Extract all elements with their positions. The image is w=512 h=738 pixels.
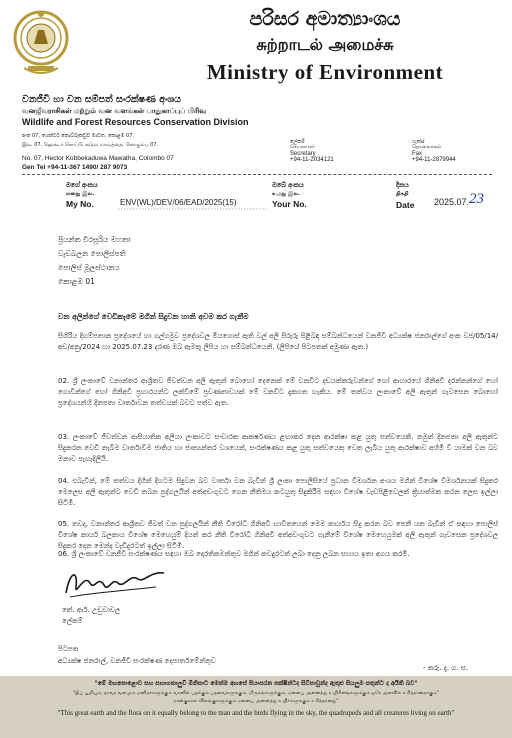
address-sinhala: අංක 07, හෙක්ටර් කොබ්බෑකඩුව මාවත, කොළඹ 07. [22, 133, 134, 139]
secretary-contact [290, 140, 334, 163]
footer-quote-tamil-1: "இப் பூமியும், தாவர வளமும் மனிதர்களுக்கும் வானில் பறக்கும் பறவைகளுக்கும், மிருகங்களுக்கும், ஏனைய அனைத்து உயிரினங்களுக்கும் ஒரே அளவில் உரித்தானதாகும்" [72, 691, 440, 696]
ministry-name-tamil: சுற்றாடல் அமைச்சு [256, 35, 394, 54]
my-no-label-en: My No. [66, 199, 94, 209]
footer-quote-english: "This great earth and the flora on it equally belong to the man and the birds flying in the sky, the quadrupeds and all creatures living on earth" [57, 709, 455, 717]
secretary-label-si: ලේකම් [290, 139, 305, 145]
fax-label-si: ෆැක්ස් [412, 139, 425, 145]
date-handwritten-day: 23 [469, 191, 484, 207]
acknowledgement-note: - කරු. දැ. ග. ස. [423, 664, 469, 672]
date-value: 2025.07. [434, 197, 470, 207]
date-label-en: Date [396, 200, 415, 210]
address-english: No. 07, Hector Kobbekaduwa Mawatha, Colombo 07 [22, 155, 174, 162]
my-no-label-si: මගේ අංකය [66, 181, 98, 189]
addressee-line-2: වැඩබලන පොලිස්පති [58, 249, 126, 258]
your-no-label-en: Your No. [272, 199, 307, 209]
address-tamil: இல. 07, ஹெக்டர் கொப்பேகடுவ மாவத்தை, கொழும்பு 07. [22, 142, 159, 148]
handwritten-signature-icon [60, 563, 170, 603]
my-no-label-ta: எனது இல. [66, 191, 95, 197]
header-divider [22, 174, 492, 175]
paragraph-06: 06. ශ්‍රී ලංකාවේ වනජීවී සංරක්ෂණය සඳහා ඔබ දොරතිකමන්තුව මගින් කවදුරටත් ලබා දෙනු ලබන සහාය ඉතා අගය කරමි. [58, 550, 410, 558]
date-label-ta: திகதி [396, 191, 409, 197]
paragraph-04: 04. එබැවින්, මේ තත්වය දිගින් දිගටම සිදුවන බව වාර්තා වන බැවින් ශ්‍රී ලංකා පොලිසියේ ප්‍රධාන විමර්ශන අංශය මගින් විශේෂ විමර්ශනයක් සිදුකර මෙලෙස අලි ඇතුන්ට වෙඩි තබන පුද්ගලයින් අත්අඩංගුවට ගෙන නීතිමය කටයුතු සිදුකිරීම සඳහා විශේෂ වැඩපිළිවෙලක් ක්‍රියාත්මක කරන ලෙස ඉල්ලා සිටිමි. [58, 477, 498, 508]
paragraph-intro: සිගිරිය දිගම්පතාන ප්‍රදේශයේ හා ගල්ගමුව ප්‍රදේශවල මියගොස් ඇති වල් අලි සිරුරු පිළිබඳ සම්බන්ධයෙන් වනජීවී අධ්‍යක්ෂ ජනරාල්ගේ අංක වජ/05/14/අඩ/අනු/2024 හා 2025.07.23 දරණ ඔබ ඇමතූ ලිපිය හා සම්බන්ධයෙනි. (ලිපියේ පිටපතක් අමුණා ඇත.) [58, 332, 498, 352]
ministry-name-sinhala: පරිසර අමාත්‍යාංශය [249, 8, 401, 30]
letter-subject: වන අලින්ගේ වෙඩිකෑමේ මගින් සිදුවන හානි අවම කර ගැනීම [58, 312, 249, 321]
addressee-line-3: පොලිස් මූලස්ථානය [58, 263, 120, 272]
your-no-label-ta: உமது இல. [272, 191, 301, 197]
division-name-english: Wildlife and Forest Resources Conservation Division [22, 117, 249, 127]
fax-label-en: Fax [412, 150, 423, 157]
addressee-line-1: ප්‍රියන්ත වීරසූරිය මහතා [58, 235, 131, 244]
my-reference-number: ENV(WL)/DEV/06/EAD/2025(15) [120, 198, 237, 207]
paragraph-03: 03. ලංකාවේ ජීවත්වන ආසියාතික අලියා ලංකාවට සංචාරක ආකර්ෂණය ළඟාකර දෙන ආරක්ෂා කළ යුතු සත්වයෙකි. නමුත් දිනපතා අලි ඇතුන්ට සිදුකරන වෙඩි තැබීම වාර්තාවීම ජාතිය හා ජාත්‍යන්තර වශයෙන්, සංරක්ෂණය කළ යුතු සත්වයෙකු වෙත ලැබිය යුතු ආරක්ෂාව අහිමි වී යාමක් වන බව මනාව පැහැදිලියි. [58, 433, 498, 464]
fax-number: +94-11-2879944 [412, 156, 456, 163]
paragraph-02: 02. ශ්‍රී ලංකාවේ වනාන්තර ආශ්‍රිතව ජීවත්වන අලි ඇතුන් බොහෝ දෙනෙක් මේ වනවිට දඩයක්කරුවන්ගේ හෝ ආහාරයේ ගිනිඅවි දරන්නන්ගේ හෝ ගොවීන්ගේ හෝ ගිනිඅවි ප්‍රහාරයන්ට ලක්වීමේ ප්‍රවණතාවයක් මේ වනවිට දැකගත හැකිය. මේ තත්වය ලංකාවේ අලි ඇතුන් ගැවසෙන බොහෝ ප්‍රදේශයන්හි දිනපතා වාර්තාවන තත්වයක් බවට පත්ව ඇත. [58, 377, 498, 408]
footer-quote-sinhala: "මේ මහපොළොව සහ සභාගතාලුවී මිනිසාට මෙන්ම අහසේ පියාසරන පක්ෂීන්ටද සිව්පාවුන්ද ඇතුළු සියලුම සතුන්ට ද අයිති බව" [94, 680, 418, 687]
secretary-label-en: Secretary [290, 150, 316, 157]
secretary-telephone: +94-11-2034121 [290, 156, 334, 163]
sri-lanka-emblem-icon [12, 8, 70, 80]
general-telephone: Gen Tel +94-11-367 1490/ 287 9073 [22, 164, 128, 171]
copy-recipient: අධ්‍යක්ෂ ජනරාල්, වනජීවී සංරක්ෂණ දෙපාර්තමේන්තුව [58, 657, 216, 665]
date-label-si: දිනය [396, 181, 409, 189]
secretary-label-ta: செயலாளர் [290, 144, 315, 151]
signatory-title: ලේකම් [62, 617, 83, 625]
footer-quote-tamil-2: நான்குகால் விலங்குகளுக்கும் ஏனைய அனைத்து உயிர்களுக்கும் உரித்தானது" [173, 699, 339, 704]
copies-label: පිටපත [58, 645, 79, 653]
fax-contact [412, 140, 456, 163]
your-no-label-si: ඔබේ අංකය [272, 181, 304, 189]
addressee-line-4: කොළඹ 01 [58, 277, 95, 286]
division-name-tamil: வனஜீவராசிகள் மற்றும் வன வளங்கள் பாதுகாப்புப் பிரிவு [22, 107, 206, 115]
fax-label-ta: தொலைநகல் [412, 144, 442, 151]
signatory-name: කේ. ආර්. උඩුවාවල [62, 606, 121, 614]
paragraph-05: 05. තවද, වනාන්තර ආශ්‍රිතව ජීවත් වන පුද්ගලයින් නීති විරෝධී ගිනිඅවි භාවිතයෙන් මෙම කාර්යය සිදු කරන බව පෙනී යන බැවින් ඒ සඳහා පොලිස් විශේෂ කාර්ය බලකාය විශේෂ මෙහෙයුම් දියත් කර නීති විරෝධී ගිනිඅවි අත්අඩංගුවට ගැනීමේ විශේෂ මෙහෙයුමක් අලි ඇතුන් ගැවසෙන ප්‍රදේශවල සිදුකර දෙන මෙන්ද වැඩිදුරටත් ඉල්ලා සිටිමි. [58, 520, 498, 551]
ministry-name-english: Ministry of Environment [206, 60, 444, 84]
division-name-sinhala: වනජීවී හා වන සම්පත් සංරක්ෂණ අංශය [22, 94, 181, 105]
